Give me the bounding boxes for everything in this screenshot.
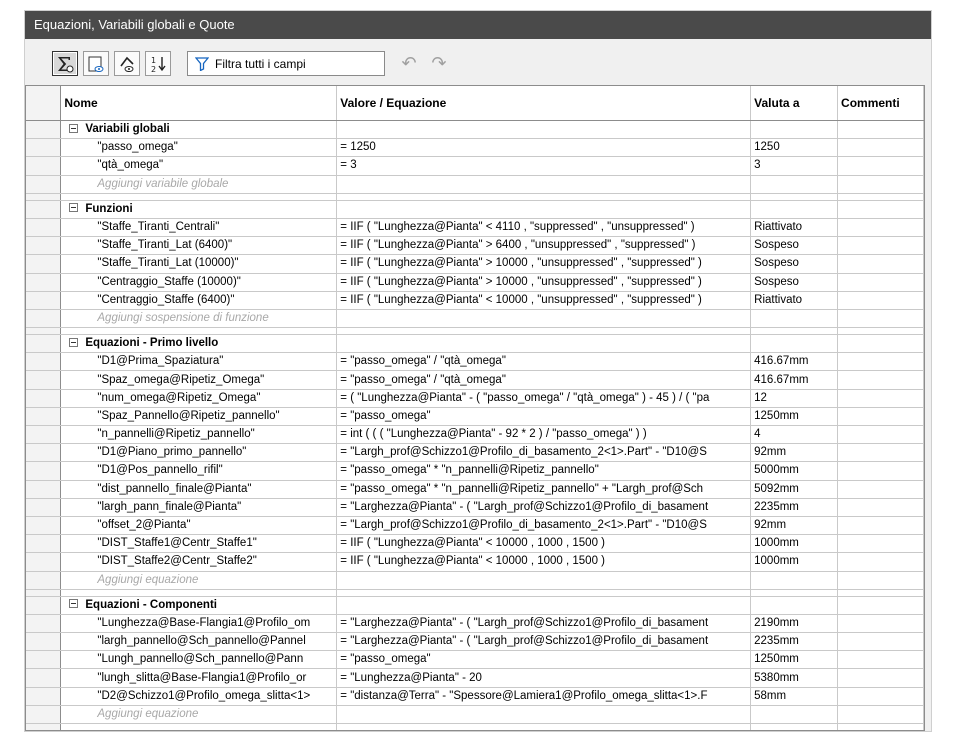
row-header[interactable]	[26, 669, 61, 687]
comment-cell[interactable]	[838, 651, 924, 669]
row-header[interactable]	[26, 651, 61, 669]
add-item-cell[interactable]: Aggiungi equazione	[61, 571, 337, 589]
group-title-cell	[61, 596, 337, 614]
value-cell[interactable]: = 1250	[337, 139, 751, 157]
name-cell[interactable]: "lungh_slitta@Base-Flangia1@Profilo_or	[61, 669, 337, 687]
comment-cell[interactable]	[838, 218, 924, 236]
evaluates-cell: 1000mm	[751, 553, 838, 571]
equation-row	[26, 444, 924, 462]
row-header[interactable]	[26, 139, 61, 157]
name-cell[interactable]: "D1@Pos_pannello_rifil"	[61, 462, 337, 480]
name-cell[interactable]: "Spaz_Pannello@Ripetiz_pannello"	[61, 407, 337, 425]
equation-row	[26, 371, 924, 389]
name-cell[interactable]: "largh_pann_finale@Pianta"	[61, 498, 337, 516]
equation-row	[26, 535, 924, 553]
row-header	[26, 328, 61, 335]
group-empty-cell	[751, 121, 838, 139]
value-cell[interactable]: = "Larghezza@Pianta" - ( "Largh_prof@Schizzo1@Profilo_di_basament	[337, 614, 751, 632]
equation-row	[26, 291, 924, 309]
value-cell[interactable]: = IIF ( "Lunghezza@Pianta" < 10000 , 1000 , 1500 )	[337, 553, 751, 571]
svg-text:2: 2	[151, 64, 157, 74]
add-row	[26, 705, 924, 723]
value-cell[interactable]: = IIF ( "Lunghezza@Pianta" < 10000 , "unsuppressed" , "suppressed" )	[337, 291, 751, 309]
svg-text:1: 1	[151, 55, 157, 65]
group-empty-cell	[337, 596, 751, 614]
name-cell[interactable]: "DIST_Staffe2@Centr_Staffe2"	[61, 553, 337, 571]
name-cell[interactable]: "n_pannelli@Ripetiz_pannello"	[61, 426, 337, 444]
comment-cell[interactable]	[838, 389, 924, 407]
name-cell[interactable]: "Staffe_Tiranti_Lat (6400)"	[61, 237, 337, 255]
value-cell[interactable]: = IIF ( "Lunghezza@Pianta" < 10000 , 1000 , 1500 )	[337, 535, 751, 553]
ordered-view-icon[interactable]	[83, 51, 109, 76]
value-cell[interactable]: = 3	[337, 157, 751, 175]
value-cell[interactable]: = IIF ( "Lunghezza@Pianta" > 6400 , "unsuppressed" , "suppressed" )	[337, 237, 751, 255]
row-header	[26, 724, 61, 731]
undo-icon[interactable]: ↶	[401, 53, 417, 73]
separator-cell	[61, 328, 337, 335]
comment-cell[interactable]	[838, 614, 924, 632]
comment-cell[interactable]	[838, 444, 924, 462]
group-empty-cell	[337, 200, 751, 218]
column-header-valore[interactable]: Valore / Equazione	[337, 86, 751, 121]
toolbar	[25, 39, 931, 85]
evaluates-cell: 1250	[751, 139, 838, 157]
evaluates-cell: 4	[751, 426, 838, 444]
equation-row	[26, 255, 924, 273]
evaluates-cell: 2235mm	[751, 633, 838, 651]
group-row	[26, 335, 924, 353]
separator-cell	[61, 724, 337, 731]
row-header[interactable]	[26, 516, 61, 534]
evaluates-cell: 12	[751, 389, 838, 407]
collapse-icon[interactable]	[69, 338, 78, 347]
row-header[interactable]	[26, 705, 61, 723]
equation-row	[26, 139, 924, 157]
group-empty-cell	[838, 200, 924, 218]
evaluates-cell: Sospeso	[751, 273, 838, 291]
add-empty-cell[interactable]	[337, 705, 751, 723]
row-header[interactable]	[26, 389, 61, 407]
separator-cell	[337, 193, 751, 200]
name-cell[interactable]: "largh_pannello@Sch_pannello@Pannel	[61, 633, 337, 651]
comment-cell[interactable]	[838, 407, 924, 425]
equation-row	[26, 614, 924, 632]
evaluates-cell: Sospeso	[751, 255, 838, 273]
name-cell[interactable]: "DIST_Staffe1@Centr_Staffe1"	[61, 535, 337, 553]
row-header[interactable]	[26, 687, 61, 705]
separator-cell	[838, 193, 924, 200]
row-header[interactable]	[26, 335, 61, 353]
group-empty-cell	[337, 335, 751, 353]
row-header[interactable]	[26, 353, 61, 371]
dimension-view-icon[interactable]	[114, 51, 140, 76]
group-separator	[26, 193, 924, 200]
equation-row	[26, 516, 924, 534]
evaluates-cell: 1250mm	[751, 651, 838, 669]
separator-cell	[61, 193, 337, 200]
evaluates-cell: 92mm	[751, 444, 838, 462]
group-empty-cell	[838, 121, 924, 139]
separator-cell	[838, 328, 924, 335]
value-cell[interactable]: = "distanza@Terra" - "Spessore@Lamiera1@Profilo_omega_slitta<1>.F	[337, 687, 751, 705]
filter-label: Filtra tutti i campi	[215, 56, 306, 71]
equation-row	[26, 273, 924, 291]
row-header	[26, 193, 61, 200]
comment-cell[interactable]	[838, 553, 924, 571]
evaluates-cell: 2235mm	[751, 498, 838, 516]
column-header-nome[interactable]: Nome	[61, 86, 337, 121]
add-empty-cell[interactable]	[838, 571, 924, 589]
value-cell[interactable]: = ( "Lunghezza@Pianta" - ( "passo_omega" / "qtà_omega" ) - 45 ) / ( "pa	[337, 389, 751, 407]
add-item-cell[interactable]: Aggiungi variabile globale	[61, 175, 337, 193]
comment-cell[interactable]	[838, 426, 924, 444]
equation-row	[26, 687, 924, 705]
row-header[interactable]	[26, 175, 61, 193]
comment-cell[interactable]	[838, 633, 924, 651]
comment-cell[interactable]	[838, 353, 924, 371]
group-title-cell	[61, 335, 337, 353]
add-empty-cell[interactable]	[337, 309, 751, 327]
equation-row	[26, 353, 924, 371]
separator-cell	[838, 589, 924, 596]
row-header[interactable]	[26, 498, 61, 516]
group-title: Funzioni	[85, 202, 133, 215]
evaluates-cell: 3	[751, 157, 838, 175]
name-cell[interactable]: "D1@Piano_primo_pannello"	[61, 444, 337, 462]
value-cell[interactable]: = "passo_omega" / "qtà_omega"	[337, 353, 751, 371]
row-header[interactable]	[26, 614, 61, 632]
value-cell[interactable]: = IIF ( "Lunghezza@Pianta" > 10000 , "unsuppressed" , "suppressed" )	[337, 273, 751, 291]
row-header[interactable]	[26, 371, 61, 389]
equation-row	[26, 651, 924, 669]
name-cell[interactable]: "qtà_omega"	[61, 157, 337, 175]
comment-cell[interactable]	[838, 291, 924, 309]
row-header[interactable]	[26, 462, 61, 480]
group-title-cell	[61, 121, 337, 139]
sort-order-icon[interactable]	[145, 51, 171, 76]
row-header[interactable]	[26, 200, 61, 218]
comment-cell[interactable]	[838, 157, 924, 175]
value-cell[interactable]: = "Largh_prof@Schizzo1@Profilo_di_basamento_2<1>.Part" - "D10@S	[337, 444, 751, 462]
group-title: Equazioni - Primo livello	[85, 337, 219, 350]
collapse-icon[interactable]	[69, 599, 78, 608]
comment-cell[interactable]	[838, 687, 924, 705]
window-title: Equazioni, Variabili globali e Quote	[25, 11, 931, 39]
value-cell[interactable]: = "passo_omega" * "n_pannelli@Ripetiz_pannello" + "Largh_prof@Sch	[337, 480, 751, 498]
value-cell[interactable]: = IIF ( "Lunghezza@Pianta" < 4110 , "suppressed" , "unsuppressed" )	[337, 218, 751, 236]
add-item-cell[interactable]: Aggiungi equazione	[61, 705, 337, 723]
group-row	[26, 200, 924, 218]
comment-cell[interactable]	[838, 139, 924, 157]
row-header[interactable]	[26, 121, 61, 139]
equation-row	[26, 480, 924, 498]
row-header[interactable]	[26, 596, 61, 614]
row-header[interactable]	[26, 291, 61, 309]
row-header[interactable]	[26, 309, 61, 327]
filter-field[interactable]	[187, 51, 385, 76]
name-cell[interactable]: "passo_omega"	[61, 139, 337, 157]
value-cell[interactable]: = "Largh_prof@Schizzo1@Profilo_di_basamento_2<1>.Part" - "D10@S	[337, 516, 751, 534]
name-cell[interactable]: "Staffe_Tiranti_Centrali"	[61, 218, 337, 236]
evaluates-cell: 5092mm	[751, 480, 838, 498]
row-header	[26, 589, 61, 596]
name-cell[interactable]: "D1@Prima_Spaziatura"	[61, 353, 337, 371]
evaluates-cell: 416.67mm	[751, 371, 838, 389]
group-empty-cell	[751, 335, 838, 353]
value-cell[interactable]: = "passo_omega"	[337, 651, 751, 669]
equation-row	[26, 669, 924, 687]
add-item-cell[interactable]: Aggiungi sospensione di funzione	[61, 309, 337, 327]
separator-cell	[61, 589, 337, 596]
comment-cell[interactable]	[838, 498, 924, 516]
comment-cell[interactable]	[838, 669, 924, 687]
value-cell[interactable]: = "Lunghezza@Pianta" - 20	[337, 669, 751, 687]
evaluates-cell: 2190mm	[751, 614, 838, 632]
group-empty-cell	[751, 200, 838, 218]
name-cell[interactable]: "dist_pannello_finale@Pianta"	[61, 480, 337, 498]
separator-cell	[751, 193, 838, 200]
sigma-view-icon[interactable]	[52, 51, 78, 76]
row-header[interactable]	[26, 407, 61, 425]
equation-row	[26, 157, 924, 175]
evaluates-cell: 58mm	[751, 687, 838, 705]
comment-cell[interactable]	[838, 255, 924, 273]
group-empty-cell	[337, 121, 751, 139]
name-cell[interactable]: "num_omega@Ripetiz_Omega"	[61, 389, 337, 407]
equation-row	[26, 498, 924, 516]
equation-row	[26, 426, 924, 444]
value-cell[interactable]: = "Larghezza@Pianta" - ( "Largh_prof@Schizzo1@Profilo_di_basament	[337, 633, 751, 651]
name-cell[interactable]: "Spaz_omega@Ripetiz_Omega"	[61, 371, 337, 389]
separator-cell	[751, 724, 838, 731]
evaluates-cell: 1000mm	[751, 535, 838, 553]
value-cell[interactable]: = "Larghezza@Pianta" - ( "Largh_prof@Schizzo1@Profilo_di_basament	[337, 498, 751, 516]
add-empty-cell[interactable]	[751, 705, 838, 723]
row-header[interactable]	[26, 157, 61, 175]
header-row	[26, 86, 924, 121]
equation-row	[26, 407, 924, 425]
row-header[interactable]	[26, 571, 61, 589]
separator-cell	[337, 724, 751, 731]
redo-icon[interactable]: ↷	[431, 53, 447, 73]
equation-row	[26, 462, 924, 480]
row-header[interactable]	[26, 237, 61, 255]
group-separator	[26, 724, 924, 731]
row-header[interactable]	[26, 255, 61, 273]
value-cell[interactable]: = int ( ( ( "Lunghezza@Pianta" - 92 * 2 ) / "passo_omega" ) )	[337, 426, 751, 444]
row-header[interactable]	[26, 273, 61, 291]
add-empty-cell[interactable]	[838, 705, 924, 723]
separator-cell	[838, 724, 924, 731]
group-title: Equazioni - Componenti	[85, 598, 217, 611]
equation-row	[26, 633, 924, 651]
name-cell[interactable]: "offset_2@Pianta"	[61, 516, 337, 534]
filter-icon	[195, 57, 209, 71]
group-empty-cell	[838, 596, 924, 614]
add-row	[26, 571, 924, 589]
group-row	[26, 596, 924, 614]
add-empty-cell[interactable]	[751, 571, 838, 589]
comment-cell[interactable]	[838, 371, 924, 389]
row-header[interactable]	[26, 444, 61, 462]
equation-row	[26, 218, 924, 236]
name-cell[interactable]: "Centraggio_Staffe (10000)"	[61, 273, 337, 291]
name-cell[interactable]: "Centraggio_Staffe (6400)"	[61, 291, 337, 309]
row-header[interactable]	[26, 426, 61, 444]
column-header-valuta[interactable]: Valuta a	[751, 86, 838, 121]
add-empty-cell[interactable]	[751, 309, 838, 327]
row-header[interactable]	[26, 480, 61, 498]
evaluates-cell: 1250mm	[751, 407, 838, 425]
add-empty-cell[interactable]	[838, 309, 924, 327]
row-header[interactable]	[26, 633, 61, 651]
value-cell[interactable]: = "passo_omega" / "qtà_omega"	[337, 371, 751, 389]
row-header[interactable]	[26, 218, 61, 236]
group-title: Variabili globali	[85, 123, 170, 136]
add-empty-cell[interactable]	[751, 175, 838, 193]
add-row	[26, 175, 924, 193]
separator-cell	[751, 589, 838, 596]
equation-row	[26, 553, 924, 571]
group-separator	[26, 589, 924, 596]
column-header-commenti[interactable]: Commenti	[838, 86, 924, 121]
value-cell[interactable]: = IIF ( "Lunghezza@Pianta" > 10000 , "unsuppressed" , "suppressed" )	[337, 255, 751, 273]
comment-cell[interactable]	[838, 273, 924, 291]
add-empty-cell[interactable]	[337, 175, 751, 193]
name-cell[interactable]: "Staffe_Tiranti_Lat (10000)"	[61, 255, 337, 273]
name-cell[interactable]: "Lunghezza@Base-Flangia1@Profilo_om	[61, 614, 337, 632]
evaluates-cell: Riattivato	[751, 218, 838, 236]
evaluates-cell: 416.67mm	[751, 353, 838, 371]
equation-row	[26, 237, 924, 255]
equations-dialog	[24, 10, 932, 732]
comment-cell[interactable]	[838, 462, 924, 480]
add-empty-cell[interactable]	[838, 175, 924, 193]
row-header[interactable]	[26, 535, 61, 553]
evaluates-cell: 5380mm	[751, 669, 838, 687]
value-cell[interactable]: = "passo_omega"	[337, 407, 751, 425]
add-row	[26, 309, 924, 327]
separator-cell	[751, 328, 838, 335]
collapse-icon[interactable]	[69, 203, 78, 212]
group-empty-cell	[751, 596, 838, 614]
group-title-cell	[61, 200, 337, 218]
add-empty-cell[interactable]	[337, 571, 751, 589]
evaluates-cell: 92mm	[751, 516, 838, 534]
evaluates-cell: 5000mm	[751, 462, 838, 480]
group-separator	[26, 328, 924, 335]
equations-grid	[25, 85, 925, 731]
comment-cell[interactable]	[838, 237, 924, 255]
row-header-corner[interactable]	[26, 86, 61, 121]
value-cell[interactable]: = "passo_omega" * "n_pannelli@Ripetiz_pannello"	[337, 462, 751, 480]
row-header[interactable]	[26, 553, 61, 571]
equation-row	[26, 389, 924, 407]
evaluates-cell: Riattivato	[751, 291, 838, 309]
comment-cell[interactable]	[838, 480, 924, 498]
group-row	[26, 121, 924, 139]
comment-cell[interactable]	[838, 516, 924, 534]
separator-cell	[337, 589, 751, 596]
comment-cell[interactable]	[838, 535, 924, 553]
collapse-icon[interactable]	[69, 124, 78, 133]
evaluates-cell: Sospeso	[751, 237, 838, 255]
name-cell[interactable]: "D2@Schizzo1@Profilo_omega_slitta<1>	[61, 687, 337, 705]
separator-cell	[337, 328, 751, 335]
name-cell[interactable]: "Lungh_pannello@Sch_pannello@Pann	[61, 651, 337, 669]
group-empty-cell	[838, 335, 924, 353]
